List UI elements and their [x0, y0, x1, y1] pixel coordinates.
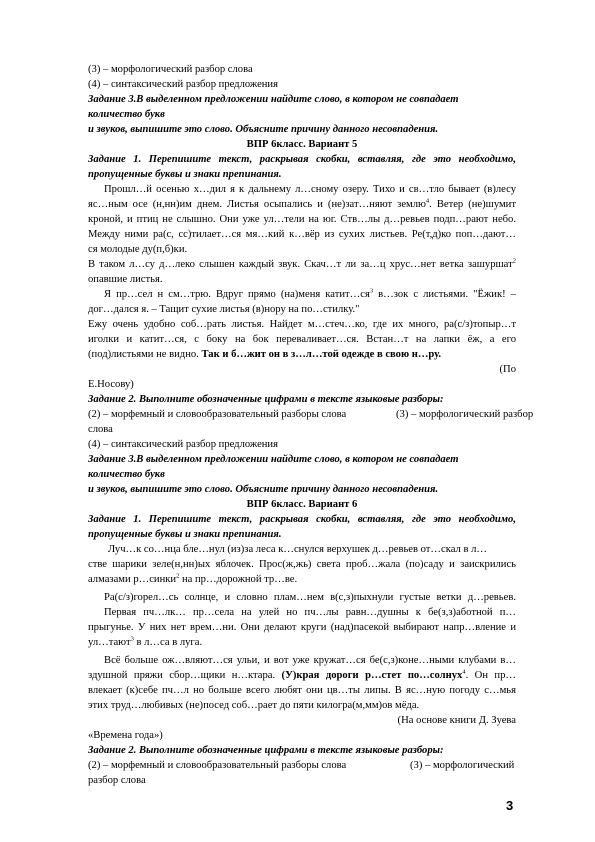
text-line: опавшие листья.	[88, 274, 163, 285]
text-line: стве шарики зеле(н,нн)ых яблочек. Прос(ж,жь) света проб…жала (по)саду и заискрились	[88, 559, 516, 570]
text-line: (4) – синтаксический разбор предложения	[88, 79, 278, 90]
text-line: алмазами р…синки$^2$ на пр…дорожной тр…ве.	[88, 572, 298, 585]
text-line: В таком л…су д…леко слышен каждый звук. Скач…т ли за…ц хрус…нет ветка зашуршат$^2$	[88, 257, 516, 270]
text-line: Между ними ра(с, сс)тилает…ся мя…кий к…вёр из сухих листьев. Ре(т,д)ко поп…дают…	[88, 229, 516, 240]
text-line: прыгунье. У них нет врем…ни. Они делают круги (над)пасекой выбирают напр…вление и	[88, 622, 516, 633]
text-line: здушной пряжи сбор…щики н…ктара. (У)края дороги р…стет по…солнух$^4$. Он пр…	[88, 668, 516, 681]
text-line: этих труд…любивых (не)посед соб…рает до пяти килогра(м,мм)ов мёда.	[88, 700, 420, 711]
text-line: Всё больше ож…вляют…ся ульи, и вот уже кружат…ся бе(с,з)коне…ными клубами в…	[104, 655, 516, 666]
text-line: дог…дался я. – Тащит сухие листья (в)нору на по…стилку."	[88, 304, 360, 315]
text-line: ся молодые ду(п,б)ки.	[88, 244, 188, 255]
text-line: Первая пч…лк… пр…села на улей но пч…лы равн…душны к бе(з,з)аботной п…	[104, 607, 516, 618]
task-heading: Задание 2. Выполните обозначенные цифрами в тексте языковые разборы:	[88, 745, 444, 756]
text-line: Е.Носову)	[88, 379, 134, 390]
task-heading: пропущенные буквы и знаки препинания.	[88, 529, 282, 540]
text-line: (4) – синтаксический разбор предложения	[88, 439, 278, 450]
text-line: Ра(с/з)горел…сь солнце, и словно плам…нем в(с,з)пыхнули густые ветки д…ревьев.	[104, 592, 516, 603]
text-line: (3) – морфологический разбор слова	[88, 64, 253, 75]
text-line: (На основе книги Д. Зуева	[397, 715, 516, 726]
task-heading: и звуков, выпишите это слово. Объясните причину данного несовпадения.	[88, 484, 439, 495]
text-line: Луч…к со…нца бле…нул (из)за леса к…снулся верхушек д…ревьев от…скал в л…	[108, 544, 487, 555]
task-heading: количество букв	[88, 469, 165, 480]
text-line: яс…ным осе (н,нн)им днем. Листья осыпались и (не)зат…няют землю$^4$. Ветер (не)шумит	[88, 197, 516, 210]
text-line: (По	[499, 364, 516, 375]
task-heading: Задание 3.В выделенном предложении найдите слово, в котором не совпадает	[88, 94, 459, 105]
text-line: (под)листьями не видно. Так и б…жит он в з…л…той одежде в свою н…ру.	[88, 349, 442, 360]
task-heading: и звуков, выпишите это слово. Объясните причину данного несовпадения.	[88, 124, 439, 135]
task-heading: Задание 1. Перепишите текст, раскрывая скобки, вставляя, где это необходимо,	[88, 154, 516, 165]
highlighted-sentence: Так и б…жит он в з…л…той одежде в свою н…ру.	[201, 349, 442, 360]
task-heading: количество букв	[88, 109, 165, 120]
text-line: слова	[88, 424, 113, 435]
highlighted-sentence: (У)края дороги р…стет по…солнух	[281, 670, 463, 681]
text-line: разбор слова	[88, 775, 146, 786]
text-line: (2) – морфемный и словообразовательный разборы слова (3) – морфологический разбор	[88, 409, 534, 420]
text-line: иголки и катит…ся, с боку на бок переваливает…ся. Встан…т на лапки ёж, а его	[88, 334, 516, 345]
text-line: влекает (к)себе пч…л но больше всего любят они цв…ты липы. В яс…ную погоду с…мья	[88, 685, 516, 696]
text-line: «Времена года»)	[88, 730, 163, 741]
variant-title: ВПР 6класс. Вариант 6	[246, 499, 358, 510]
text-line: Ежу очень удобно соб…рать листья. Найдет м…стеч…ко, где их много, ра(с/з)топыр…т	[88, 319, 516, 330]
text-line: ул…тают$^3$ в л…са в луга.	[88, 635, 203, 648]
text-line: Прошл…й осенью х…дил я к дальнему л…сному озеру. Тихо и св…тло бывает (в)лесу	[104, 184, 516, 195]
variant-title: ВПР 6класс. Вариант 5	[246, 139, 358, 150]
text-line: (2) – морфемный и словообразовательный разборы слова (3) – морфологический	[88, 760, 515, 771]
task-heading: Задание 2. Выполните обозначенные цифрами в тексте языковые разборы:	[88, 394, 444, 405]
task-heading: Задание 1. Перепишите текст, раскрывая скобки, вставляя, где это необходимо,	[88, 514, 516, 525]
text-line: Я пр…сел н см…трю. Вдруг прямо (на)меня $катит\dots ся^3$ в…зок с листьями. "Ёжик! –	[104, 287, 516, 300]
task-heading: Задание 3.В выделенном предложении найдите слово, в котором не совпадает	[88, 454, 459, 465]
task-heading: пропущенные буквы и знаки препинания.	[88, 169, 282, 180]
page-number: 3	[506, 798, 514, 813]
text-line: кроной, и птиц не слышно. Они уже ул…тели на юг. Ств…лы д…ревьев подп…рают небо.	[88, 214, 516, 225]
